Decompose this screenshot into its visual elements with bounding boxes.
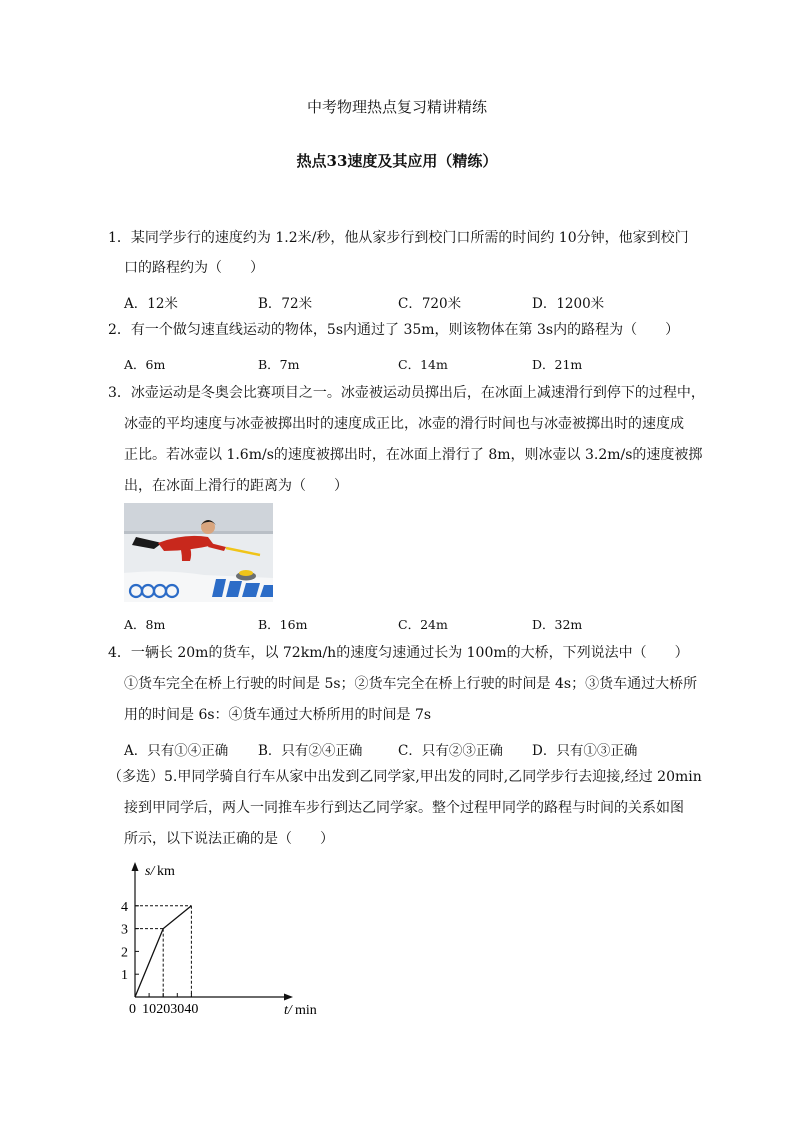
y-tick-label: 1: [121, 968, 128, 984]
y-tick-label: 2: [121, 945, 128, 961]
question-3-option-d: D．32m: [532, 617, 583, 632]
x-axis-label-symbol: t/: [284, 1003, 292, 1018]
question-3-line-2: 冰壶的平均速度与冰壶被掷出时的速度成正比，冰壶的滑行时间也与冰壶被掷出时的速度成: [124, 416, 684, 432]
x-tick-label: 0: [129, 1002, 136, 1017]
question-3-option-a: A．8m: [124, 617, 166, 632]
question-1-line-2: 口的路程约为（ ）: [124, 260, 264, 276]
question-3-line-4: 出，在冰面上滑行的距离为（ ）: [124, 478, 348, 494]
y-tick-label: 3: [121, 922, 128, 938]
x-tick-label: 20: [156, 1002, 171, 1017]
question-4-line-3: 用的时间是 6s：④货车通过大桥所用的时间是 7s: [124, 707, 432, 723]
question-2-option-a: A．6m: [124, 357, 166, 372]
y-tick-label: 4: [121, 899, 128, 915]
question-4-line-1: 4．一辆长 20m的货车，以 72km/h的速度匀速通过长为 100m的大桥，下列说法中（ ）: [108, 645, 689, 661]
question-2-option-c: C．14m: [398, 357, 448, 372]
x-axis-arrow: [284, 994, 293, 1001]
question-1-option-a: A．12米: [124, 296, 178, 312]
curling-illustration: [124, 503, 273, 602]
question-4-option-d: D．只有①③正确: [532, 743, 638, 759]
question-5-line-3: 所示，以下说法正确的是（ ）: [124, 831, 334, 847]
y-axis-arrow: [132, 862, 139, 871]
question-1-option-d: D．1200米: [532, 296, 605, 312]
question-4-line-2: ①货车完全在桥上行驶的时间是 5s；②货车完全在桥上行驶的时间是 4s；③货车通过大桥所: [124, 676, 698, 692]
question-3-line-3: 正比。若冰壶以 1.6m/s的速度被掷出时，在冰面上滑行了 8m，则冰壶以 3.2m/s的速度被掷: [124, 447, 703, 463]
question-2-option-b: B．7m: [258, 357, 300, 372]
graph-svg: [118, 855, 330, 1025]
x-axis-label-unit: min: [295, 1003, 317, 1018]
x-tick-label: 30: [170, 1002, 185, 1017]
question-2-option-d: D．21m: [532, 357, 583, 372]
question-4-option-c: C．只有②③正确: [398, 743, 503, 759]
distance-time-graph: [118, 855, 330, 1025]
question-3-option-b: B．16m: [258, 617, 308, 632]
question-3-line-1: 3．冰壶运动是冬奥会比赛项目之一。冰壶被运动员掷出后，在冰面上减速滑行到停下的过程中，: [108, 385, 705, 401]
curling-photo: [124, 503, 273, 602]
question-4-option-a: A．只有①④正确: [124, 743, 229, 759]
question-1-option-b: B．72米: [258, 296, 313, 312]
question-5-line-1: （多选）5.甲同学骑自行车从家中出发到乙同学家,甲出发的同时,乙同学步行去迎接,经过 20min: [108, 769, 702, 785]
x-tick-label: 10: [142, 1002, 157, 1017]
question-3-option-c: C．24m: [398, 617, 448, 632]
question-4-option-b: B．只有②④正确: [258, 743, 363, 759]
question-5-line-2: 接到甲同学后，两人一同推车步行到达乙同学家。整个过程甲同学的路程与时间的关系如图: [124, 800, 684, 816]
y-axis-label-unit: km: [157, 864, 175, 879]
document-subtitle: 热点33速度及其应用（精练）: [296, 152, 498, 170]
question-1-line-1: 1．某同学步行的速度约为 1.2米/秒，他从家步行到校门口所需的时间约 10分钟，他家到校门: [108, 230, 689, 246]
question-2-line-1: 2．有一个做匀速直线运动的物体，5s内通过了 35m，则该物体在第 3s内的路程为（ ）: [108, 322, 680, 338]
x-tick-label: 40: [184, 1002, 199, 1017]
question-1-option-c: C．720米: [398, 296, 462, 312]
document-title: 中考物理热点复习精讲精练: [306, 98, 487, 116]
y-axis-label-symbol: s/: [145, 864, 155, 879]
